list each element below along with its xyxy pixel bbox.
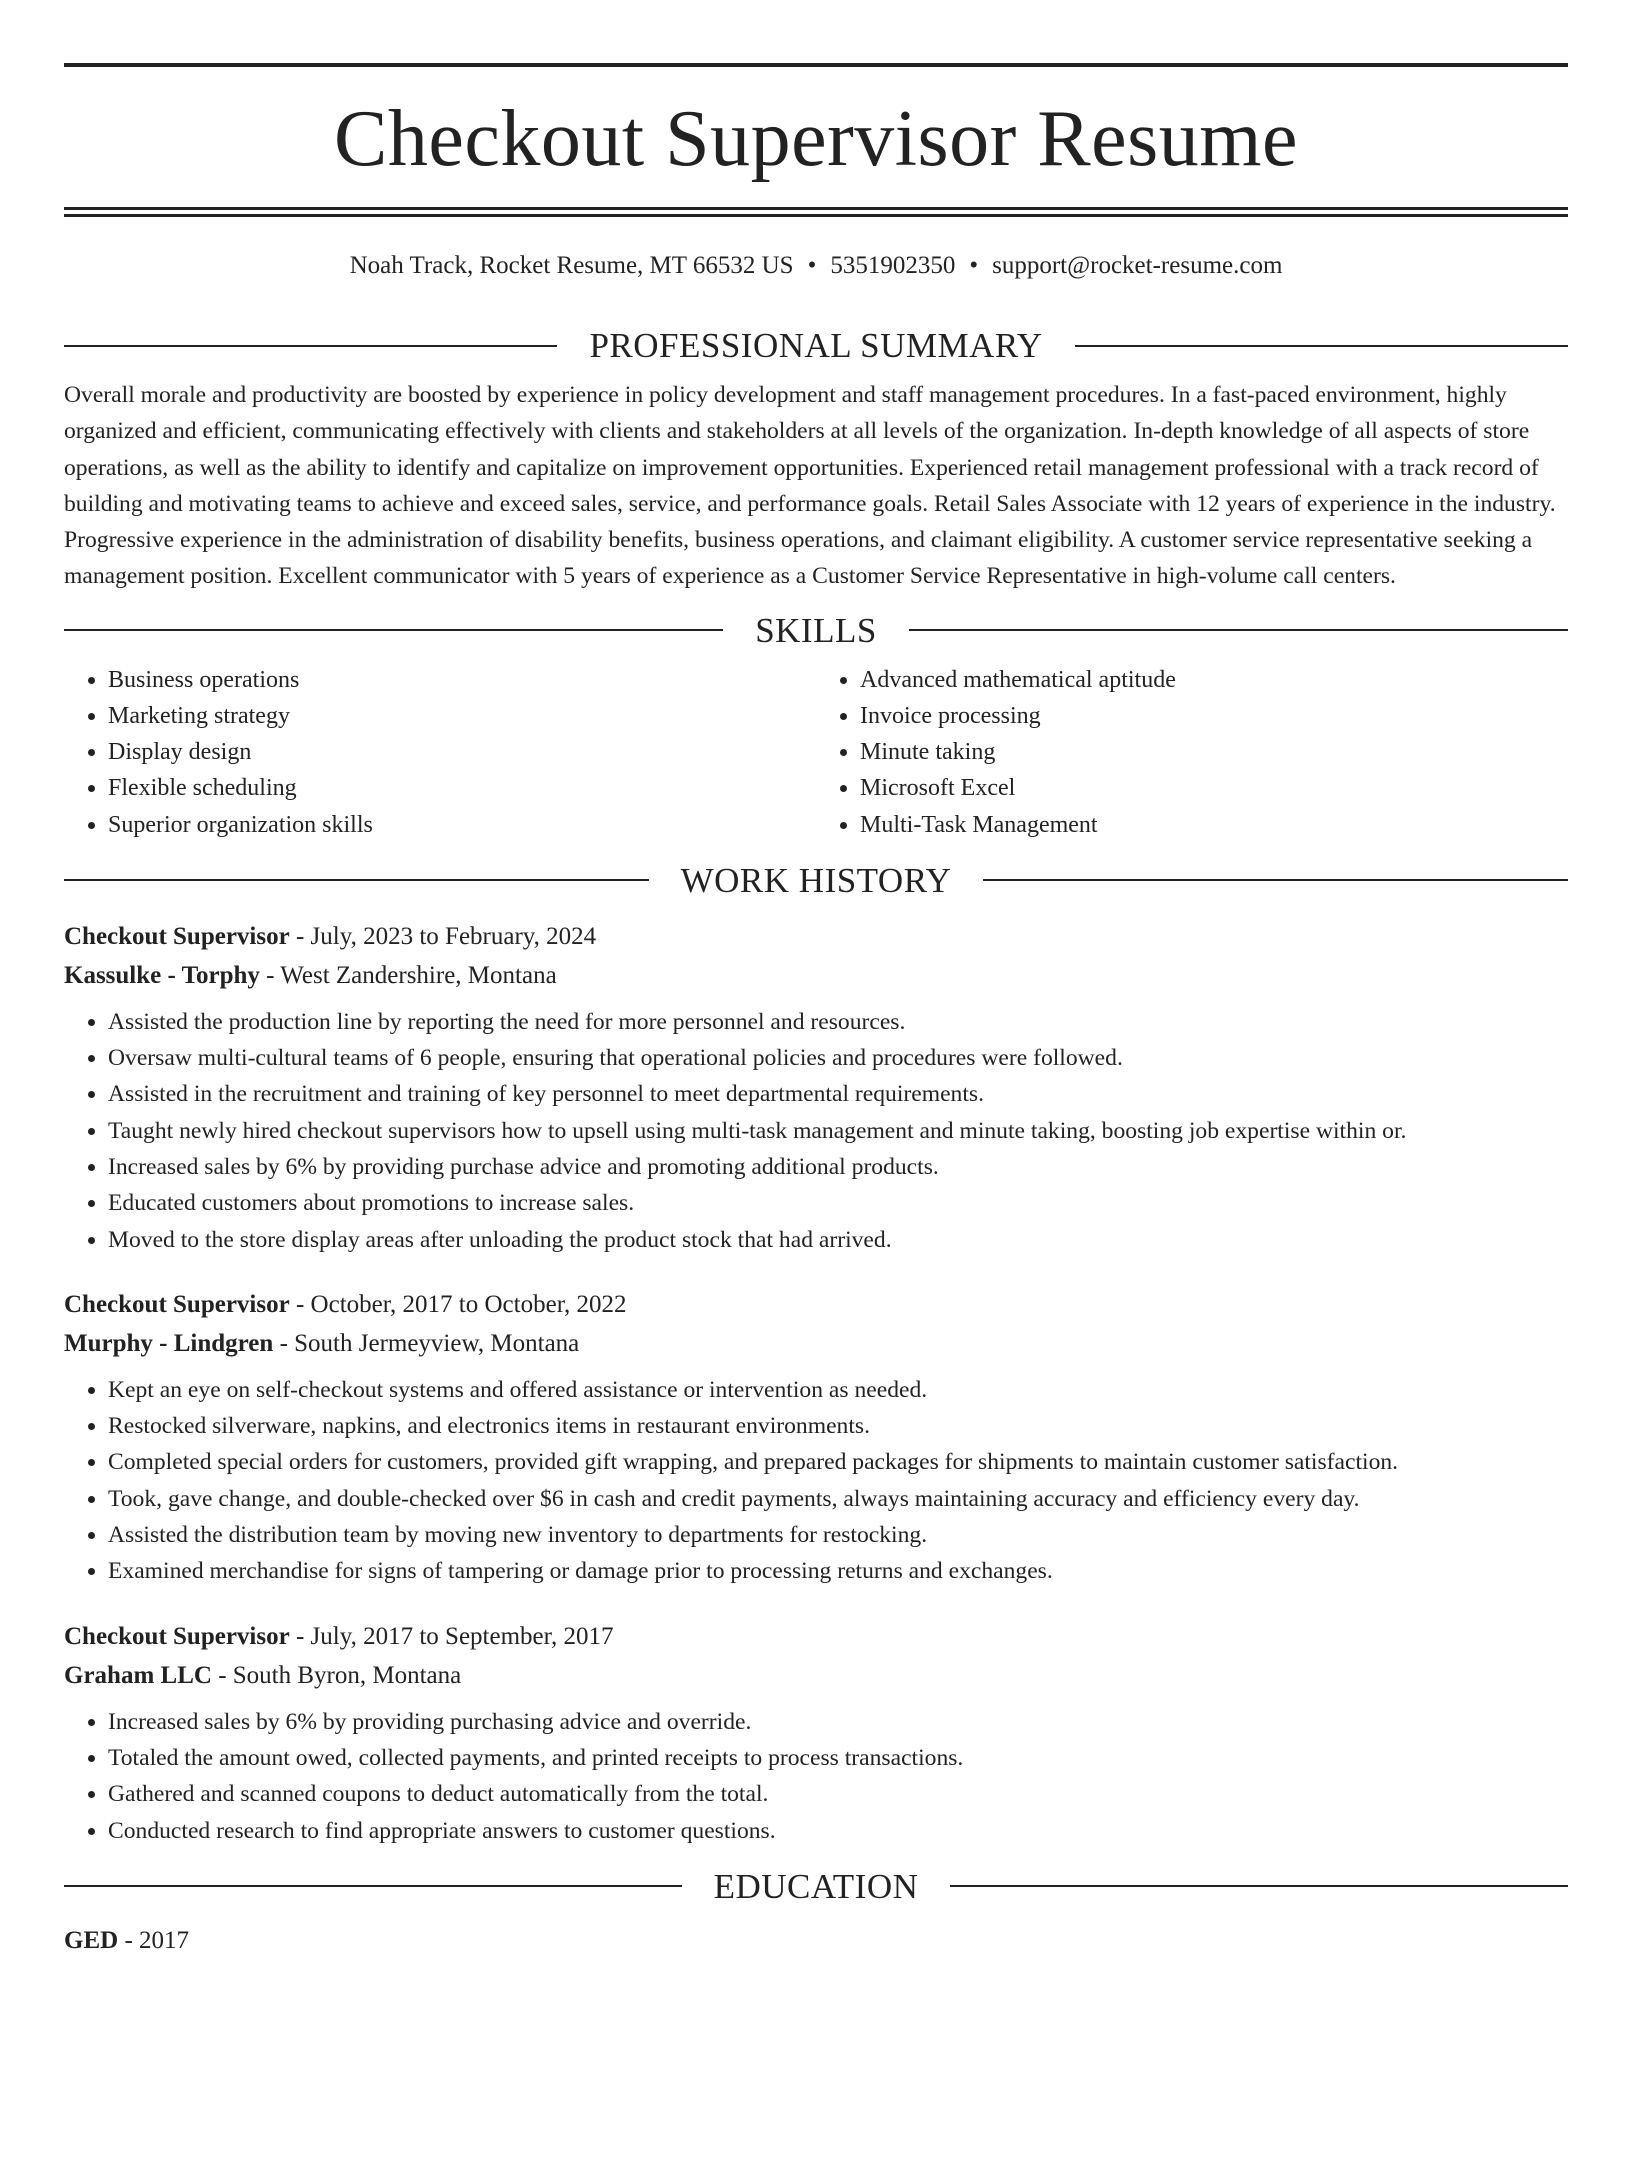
job-company: Kassulke - Torphy: [64, 961, 260, 989]
job-title-line: [64, 1622, 1568, 1652]
job-location: - South Byron, Montana: [211, 1661, 462, 1689]
job-bullets: [64, 1372, 1568, 1590]
list-item: • Increased sales by 6% by providing purchasing advice and override.: [108, 1704, 1568, 1740]
contact-address: Noah Track, Rocket Resume, MT 66532 US: [349, 252, 794, 279]
list-item: • Educated customers about promotions to increase sales.: [108, 1185, 1568, 1221]
header-top-rule: [64, 63, 1568, 67]
list-item: • Oversaw multi-cultural teams of 6 people, ensuring that operational policies and procedures were followed.: [108, 1040, 1568, 1076]
job-title: Checkout Supervisor: [64, 1290, 290, 1318]
skills-list: [64, 662, 1568, 843]
list-item: • Marketing strategy: [108, 698, 816, 734]
education-entry: [64, 1926, 1568, 1956]
job-title-line: [64, 922, 1568, 952]
job-title-line: [64, 1290, 1568, 1320]
list-item: • Completed special orders for customers, provided gift wrapping, and prepared packages for shipments to maintain customer satisfaction.: [108, 1444, 1568, 1480]
list-item: • Moved to the store display areas after unloading the product stock that had arrived.: [108, 1222, 1568, 1258]
list-item: • Advanced mathematical aptitude: [860, 662, 1568, 698]
job-company: Murphy - Lindgren: [64, 1329, 274, 1357]
job-entry: [64, 1290, 1568, 1590]
list-item: • Invoice processing: [860, 698, 1568, 734]
contact-separator: •: [969, 252, 979, 279]
job-dates: - July, 2017 to September, 2017: [289, 1622, 614, 1650]
section-heading-work-history: [64, 860, 1568, 900]
heading-rule: [1075, 345, 1568, 347]
heading-rule: [64, 629, 723, 631]
skills-column-left: [64, 662, 816, 843]
job-dates: - October, 2017 to October, 2022: [289, 1290, 627, 1318]
list-item: • Increased sales by 6% by providing purchase advice and promoting additional products.: [108, 1149, 1568, 1185]
job-company: Graham LLC: [64, 1661, 212, 1689]
job-company-line: [64, 1329, 1568, 1359]
job-location: - West Zandershire, Montana: [259, 961, 557, 989]
job-title: Checkout Supervisor: [64, 922, 290, 950]
summary-text: Overall morale and productivity are boosted by experience in policy development and staff management procedures. In a fast-paced environment, highly organized and efficient, communicating effectively with clients and stakeholders at all levels of the organization. In-depth knowledge of all aspects of store operations, as well as the ability to identify and capitalize on improvement opportunities. Experienced retail management professional with a track record of building and motivating teams to achieve and exceed sales, service, and performance goals. Retail Sales Associate with 12 years of experience in the industry. Progressive experience in the administration of disability benefits, business operations, and claimant eligibility. A customer service representative seeking a management position. Excellent communicator with 5 years of experience as a Customer Service Representative in high-volume call centers.: [64, 382, 1556, 590]
contact-email: support@rocket-resume.com: [992, 252, 1283, 279]
section-heading-summary: [64, 328, 1568, 363]
job-bullets: [64, 1004, 1568, 1258]
contact-phone: 5351902350: [830, 252, 956, 279]
section-heading-education: [64, 1866, 1568, 1906]
list-item: • Display design: [108, 734, 816, 770]
list-item: • Assisted the distribution team by moving new inventory to departments for restocking.: [108, 1517, 1568, 1553]
list-item: • Multi-Task Management: [860, 807, 1568, 843]
page-title: Checkout Supervisor Resume: [334, 95, 1298, 183]
contact-line: [64, 251, 1568, 281]
list-item: • Taught newly hired checkout supervisors how to upsell using multi-task management and minute taking, boosting job expertise within or.: [108, 1113, 1568, 1149]
resume-page: [0, 63, 1632, 2175]
list-item: • Business operations: [108, 662, 816, 698]
job-location: - South Jermeyview, Montana: [273, 1329, 580, 1357]
section-heading-skills: [64, 610, 1568, 650]
heading-rule: [64, 1885, 682, 1887]
job-entry: [64, 922, 1568, 1258]
list-item: • Assisted in the recruitment and training of key personnel to meet departmental requirements.: [108, 1076, 1568, 1112]
section-heading-label: PROFESSIONAL SUMMARY: [589, 326, 1043, 365]
list-item: • Took, gave change, and double-checked over $6 in cash and credit payments, always maintaining accuracy and efficiency every day.: [108, 1481, 1568, 1517]
education-year: - 2017: [118, 1926, 190, 1954]
list-item: • Superior organization skills: [108, 807, 816, 843]
list-item: • Minute taking: [860, 734, 1568, 770]
education-degree: GED: [64, 1926, 119, 1954]
job-company-line: [64, 961, 1568, 991]
list-item: • Gathered and scanned coupons to deduct automatically from the total.: [108, 1776, 1568, 1812]
job-dates: - July, 2023 to February, 2024: [289, 922, 597, 950]
job-company-line: [64, 1661, 1568, 1691]
list-item: • Microsoft Excel: [860, 770, 1568, 806]
section-heading-label: WORK HISTORY: [680, 860, 952, 900]
heading-rule: [950, 1885, 1568, 1887]
heading-rule: [909, 629, 1568, 631]
heading-rule: [983, 879, 1568, 881]
list-item: • Restocked silverware, napkins, and electronics items in restaurant environments.: [108, 1408, 1568, 1444]
section-heading-label: SKILLS: [755, 610, 877, 650]
list-item: • Conducted research to find appropriate answers to customer questions.: [108, 1813, 1568, 1849]
job-title: Checkout Supervisor: [64, 1622, 290, 1650]
header-double-rule: [64, 207, 1568, 217]
list-item: • Examined merchandise for signs of tampering or damage prior to processing returns and exchanges.: [108, 1553, 1568, 1589]
list-item: • Totaled the amount owed, collected payments, and printed receipts to process transactions.: [108, 1740, 1568, 1776]
list-item: • Kept an eye on self-checkout systems and offered assistance or intervention as needed.: [108, 1372, 1568, 1408]
list-item: • Assisted the production line by reporting the need for more personnel and resources.: [108, 1004, 1568, 1040]
job-entry: [64, 1622, 1568, 1849]
job-bullets: [64, 1704, 1568, 1849]
heading-rule: [64, 345, 557, 347]
list-item: • Flexible scheduling: [108, 770, 816, 806]
contact-separator: •: [807, 252, 817, 279]
skills-column-right: [816, 662, 1568, 843]
section-heading-label: EDUCATION: [713, 1866, 919, 1906]
heading-rule: [64, 879, 649, 881]
